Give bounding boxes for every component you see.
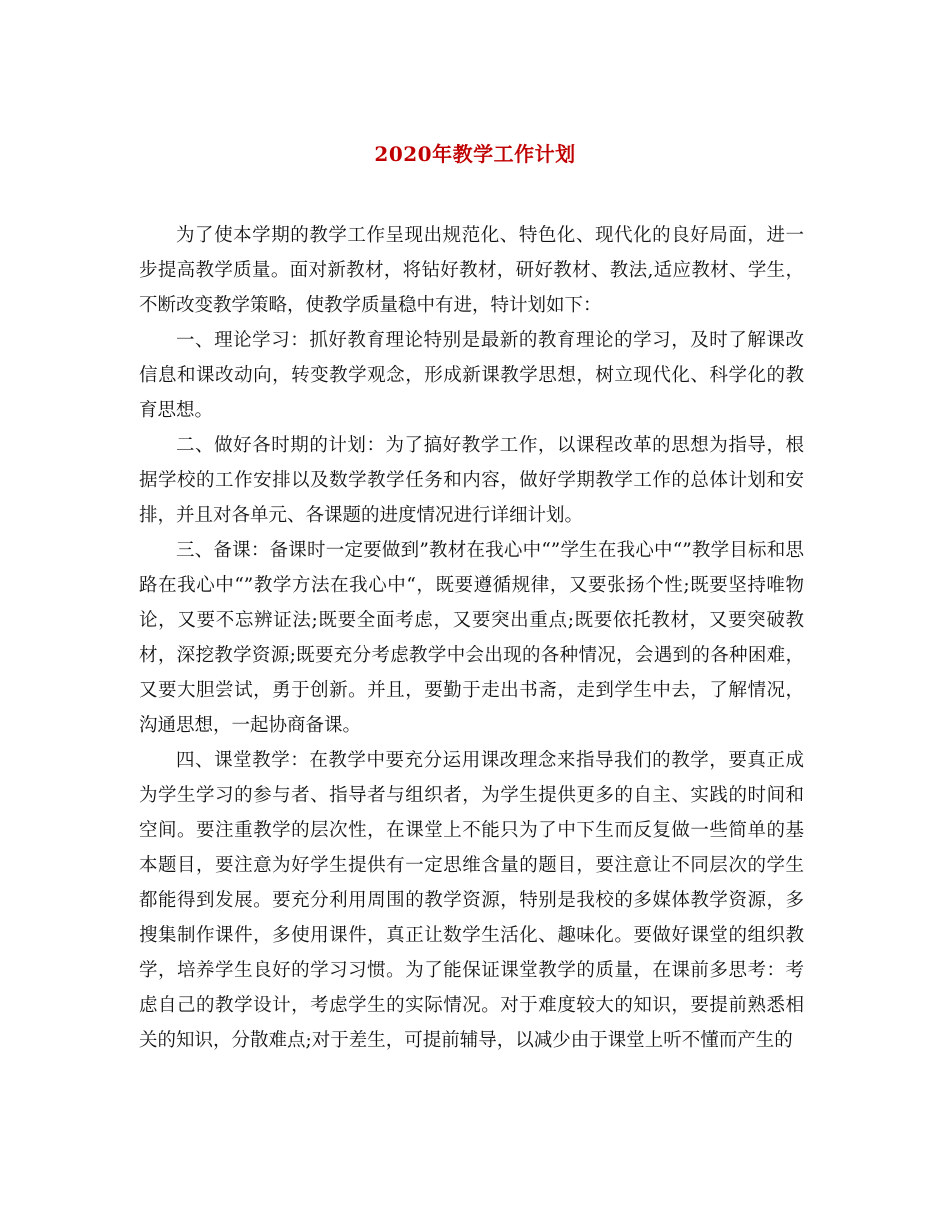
paragraph-lesson-prep: 三、备课：备课时一定要做到”教材在我心中“”学生在我心中“”教学目标和思路在我心中“”教学方法在我心中“，既要遵循规律，又要张扬个性;既要坚持唯物论，又要不忘辨证法;既要全面考虑，又要突出重点;既要依托教材，又要突破教材，深挖教学资源;既要充分考虑教学中会出现的各种情况，会遇到的各种困难，又要大胆尝试，勇于创新。并且，要勤于走出书斋，走到学生中去，了解情况，沟通思想，一起协商备课。 [139,540,804,736]
paragraph-planning: 二、做好各时期的计划：为了搞好教学工作，以课程改革的思想为指导，根据学校的工作安排以及数学教学任务和内容，做好学期教学工作的总体计划和安排，并且对各单元、各课题的进度情况进行详细计划。 [139,435,804,526]
document-body [139,218,804,1058]
document-title: 2020年教学工作计划 [374,142,576,166]
paragraph-intro: 为了使本学期的教学工作呈现出规范化、特色化、现代化的良好局面，进一步提高教学质量。面对新教材，将钻好教材，研好教材、教法,适应教材、学生，不断改变教学策略，使教学质量稳中有进，特计划如下： [139,225,804,316]
paragraph-classroom-teaching: 四、课堂教学：在教学中要充分运用课改理念来指导我们的教学，要真正成为学生学习的参与者、指导者与组织者，为学生提供更多的自主、实践的时间和空间。要注重教学的层次性，在课堂上不能只为了中下生而反复做一些简单的基本题目，要注意为好学生提供有一定思维含量的题目，要注意让不同层次的学生都能得到发展。要充分利用周围的教学资源，特别是我校的多媒体教学资源，多搜集制作课件，多使用课件，真正让数学生活化、趣味化。要做好课堂的组织教学，培养学生良好的学习习惯。为了能保证课堂教学的质量，在课前多思考：考虑自己的教学设计，考虑学生的实际情况。对于难度较大的知识，要提前熟悉相关的知识，分散难点;对于差生，可提前辅导，以减少由于课堂上听不懂而产生的 [139,750,804,1051]
paragraph-theory-study: 一、理论学习：抓好教育理论特别是最新的教育理论的学习，及时了解课改信息和课改动向，转变教学观念，形成新课教学思想，树立现代化、科学化的教育思想。 [139,330,804,421]
